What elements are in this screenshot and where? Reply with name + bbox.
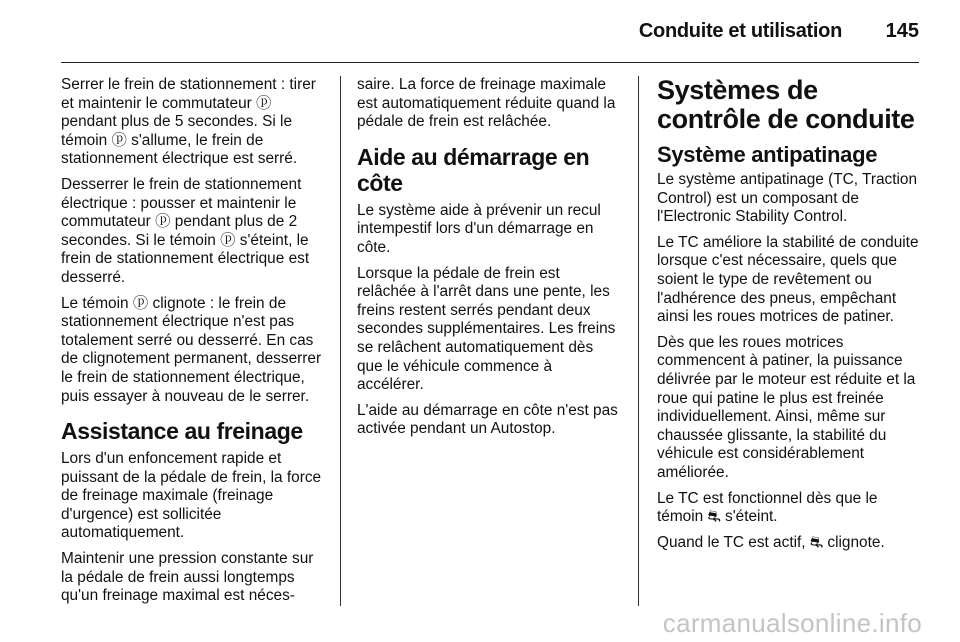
paragraph-release-parking-brake: Desserrer le frein de stationnement électrique : pousser et maintenir le commutateur ⓟ pendant plus de 2 secondes. Si le témoin ⓟ s'éteint, le frein de stationnement électrique est desserré. (61, 175, 310, 286)
column-divider-2 (638, 76, 639, 606)
paragraph-brake-assist-1: Lors d'un enfoncement rapide et puissant de la pédale de frein, la force de freinage maximale (freinage d'urgence) est sollicitée automatiquement. (61, 450, 322, 542)
heading-hill-start-assist: Aide au démarrage en côte (357, 143, 590, 196)
paragraph-warning-light-flashing: Le témoin ⓟ clignote : le frein de stationnement électrique n'est pas totalement serré ou desserré. En cas de clignotement permanent, desserrer le frein de stationnement électrique, puis essayer à nouveau de le serrer. (61, 294, 322, 405)
heading-driving-control-systems: Systèmes de contrôle de conduite (657, 75, 915, 134)
paragraph-hill-start-3: L'aide au démarrage en côte n'est pas activée pendant un Autostop. (357, 401, 618, 438)
paragraph-tc-2: Le TC améliore la stabilité de conduite lorsque c'est nécessaire, quels que soient le type de revêtement ou l'adhérence des pneus, empêchant ainsi les roues motrices de patiner. (657, 233, 919, 326)
section-title: Conduite et utilisation (638, 20, 842, 42)
column-1 (61, 76, 325, 613)
paragraph-tc-5: Quand le TC est actif, ⛐ clignote. (657, 533, 885, 551)
paragraph-hill-start-2: Lorsque la pédale de frein est relâchée à l'arrêt dans une pente, les freins restent serrés pendant deux secondes supplémentaires. Les freins se relâchent automatiquement dès que le véhicule commence à accélérer. (357, 264, 616, 394)
watermark: carmanualsonline.info (662, 608, 922, 638)
page-header (0, 0, 960, 62)
paragraph-tc-1: Le système antipatinage (TC, Traction Control) est un composant de l'Electronic Stability Control. (657, 171, 918, 226)
paragraph-brake-assist-continued: saire. La force de freinage maximale est automatiquement réduite quand la pédale de frein est relâchée. (357, 76, 616, 131)
paragraph-tc-4: Le TC est fonctionnel dès que le témoin ⛐ s'éteint. (657, 489, 878, 526)
header-divider (61, 62, 919, 63)
paragraph-tc-3: Dès que les roues motrices commencent à patiner, la puissance délivrée par le moteur est réduite et la roue qui patine le plus est freinée individuellement. Ainsi, même sur chaussée glissante, la stabilité du véhicule est considérablement améliorée. (657, 333, 916, 481)
column-divider-1 (340, 76, 341, 606)
heading-brake-assist: Assistance au freinage (61, 418, 303, 445)
page-number: 145 (885, 20, 919, 42)
paragraph-hill-start-1: Le système aide à prévenir un recul intempestif lors d'un démarrage en côte. (357, 201, 601, 256)
column-3 (657, 76, 921, 559)
paragraph-brake-assist-2: Maintenir une pression constante sur la pédale de frein aussi longtemps qu'un freinage maximal est néces- (61, 550, 314, 605)
heading-traction-control: Système antipatinage (657, 142, 878, 167)
column-2 (357, 76, 621, 446)
paragraph-apply-parking-brake: Serrer le frein de stationnement : tirer et maintenir le commutateur ⓟ pendant plus de 5 secondes. Si le témoin ⓟ s'allume, le frein de stationnement électrique est serré. (61, 76, 316, 168)
